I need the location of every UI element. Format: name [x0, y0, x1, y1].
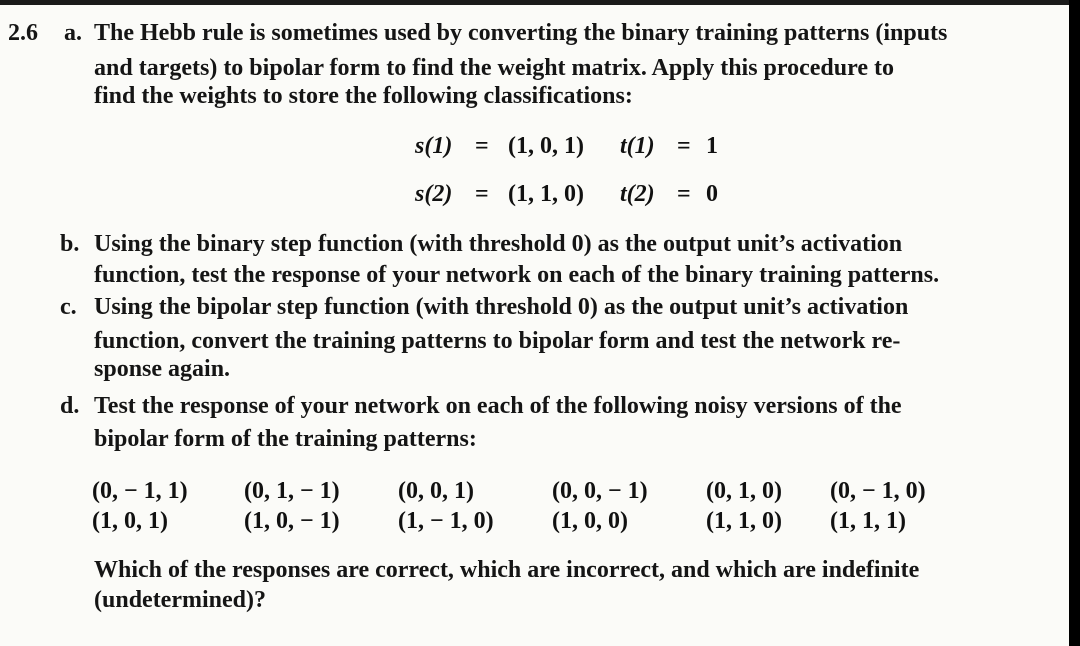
- part-b-label: b.: [60, 231, 80, 257]
- noisy-vector: (0, − 1, 0): [830, 478, 926, 504]
- noisy-vector: (0, 0, 1): [398, 478, 474, 504]
- part-d-label: d.: [60, 393, 80, 419]
- noisy-vector: (1, 1, 0): [706, 508, 782, 534]
- s1-label: s(1): [415, 133, 453, 159]
- part-a-line-1: The Hebb rule is sometimes used by converting the binary training patterns (inputs: [94, 20, 948, 46]
- s1-value: (1, 0, 1): [508, 133, 584, 159]
- t2-label: t(2): [620, 181, 655, 207]
- part-c-line-2: function, convert the training patterns to bipolar form and test the network re-: [94, 328, 901, 354]
- part-c-label: c.: [60, 294, 77, 320]
- top-rule: [0, 0, 1069, 5]
- s2-equals: =: [475, 181, 489, 207]
- t2-equals: =: [677, 181, 691, 207]
- part-b-line-1: Using the binary step function (with threshold 0) as the output unit’s activation: [94, 231, 903, 257]
- noisy-vector: (1, 1, 1): [830, 508, 906, 534]
- noisy-vector: (0, 0, − 1): [552, 478, 648, 504]
- t1-equals: =: [677, 133, 691, 159]
- noisy-vector: (1, 0, 0): [552, 508, 628, 534]
- question-line-2: (undetermined)?: [94, 587, 266, 613]
- noisy-vector: (1, − 1, 0): [398, 508, 494, 534]
- noisy-vector: (0, 1, − 1): [244, 478, 340, 504]
- t2-value: 0: [706, 181, 718, 207]
- part-b-line-2: function, test the response of your network on each of the binary training patterns.: [94, 262, 940, 288]
- noisy-vector: (0, 1, 0): [706, 478, 782, 504]
- t1-value: 1: [706, 133, 718, 159]
- s2-value: (1, 1, 0): [508, 181, 584, 207]
- part-d-line-2: bipolar form of the training patterns:: [94, 426, 477, 452]
- noisy-vector: (1, 0, 1): [92, 508, 168, 534]
- noisy-vector: (0, − 1, 1): [92, 478, 188, 504]
- question-line-1: Which of the responses are correct, which are incorrect, and which are indefinite: [94, 557, 920, 583]
- part-c-line-3: sponse again.: [94, 356, 231, 382]
- t1-label: t(1): [620, 133, 655, 159]
- part-c-line-1: Using the bipolar step function (with threshold 0) as the output unit’s activation: [94, 294, 909, 320]
- part-a-label: a.: [64, 20, 82, 46]
- exercise-number: 2.6: [8, 20, 38, 46]
- s2-label: s(2): [415, 181, 453, 207]
- s1-equals: =: [475, 133, 489, 159]
- part-a-line-3: find the weights to store the following classifications:: [94, 83, 633, 109]
- part-a-line-2: and targets) to bipolar form to find the weight matrix. Apply this procedure to: [94, 55, 894, 81]
- part-d-line-1: Test the response of your network on each of the following noisy versions of the: [94, 393, 902, 419]
- noisy-vector: (1, 0, − 1): [244, 508, 340, 534]
